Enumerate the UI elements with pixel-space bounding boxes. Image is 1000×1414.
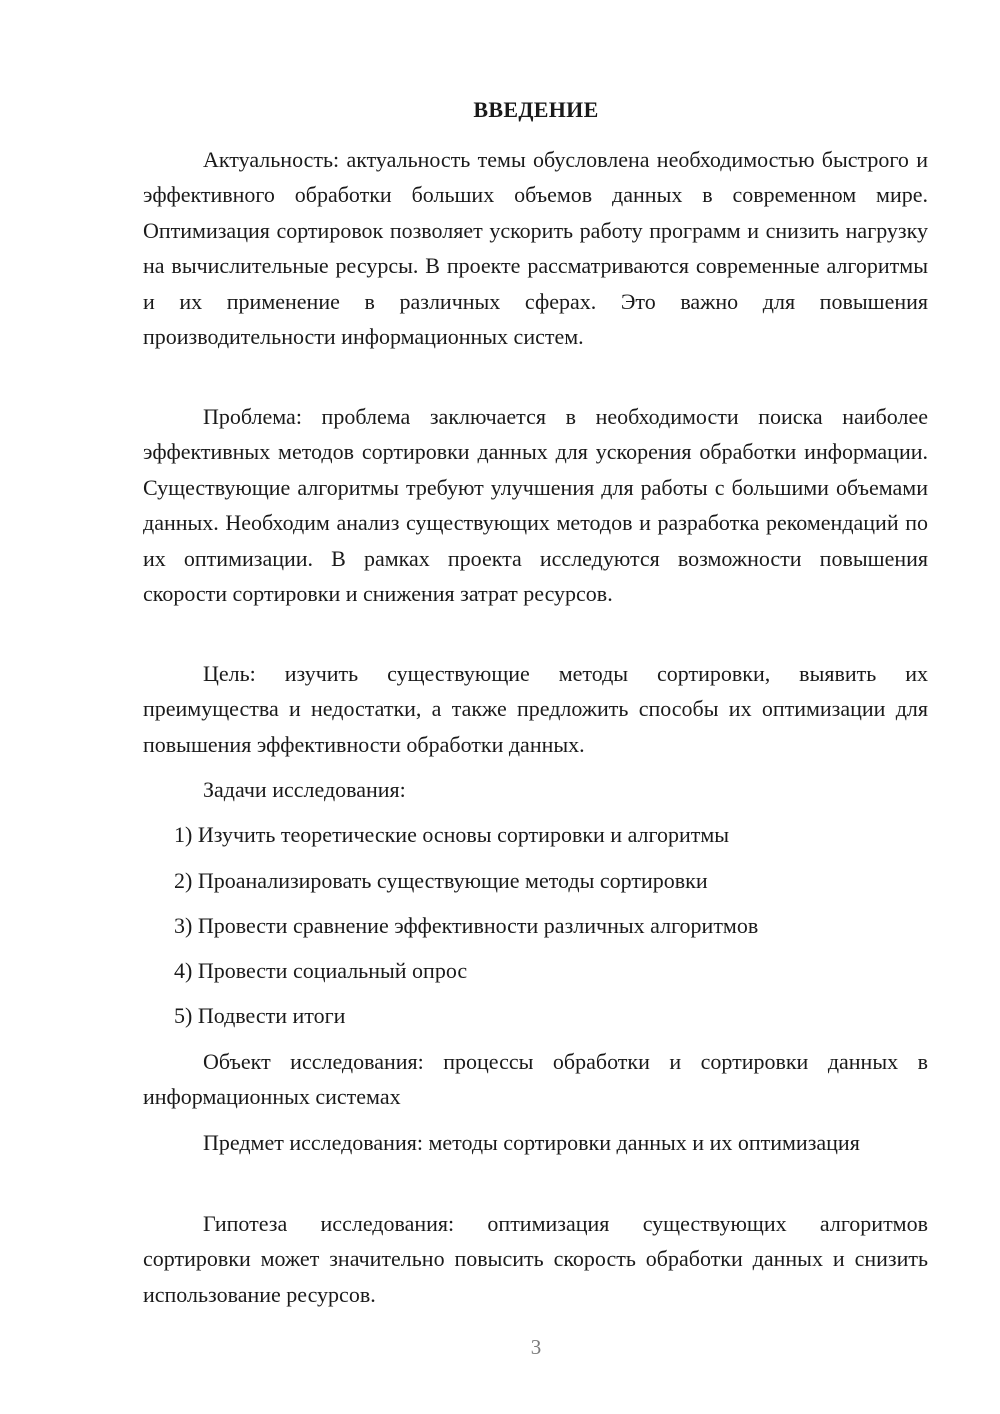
tasks-label: Задачи исследования: bbox=[203, 777, 406, 802]
paragraph-relevance: Актуальность: актуальность темы обусловлена необходимостью быстрого и эффективного обработки больших объемов данных в современном мире. Оптимизация сортировок позволяет ускорить работу программ и снизить нагрузку на вычислительные ресурсы. В проекте рассматриваются современные алгоритмы и их применение в различных сферах. Это важно для повышения производительности информационных систем. bbox=[143, 147, 928, 350]
paragraph-object: Объект исследования: процессы обработки и сортировки данных в информационных системах bbox=[143, 1049, 928, 1110]
paragraph-problem: Проблема: проблема заключается в необходимости поиска наиболее эффективных методов сортировки данных для ускорения обработки информации. Существующие алгоритмы требуют улучшения для работы с большими объемами данных. Необходим анализ существующих методов и разработка рекомендаций по их оптимизации. В рамках проекта исследуются возможности повышения скорости сортировки и снижения затрат ресурсов. bbox=[143, 404, 928, 607]
task-item: 3) Провести сравнение эффективности различных алгоритмов bbox=[174, 913, 759, 938]
section-title: ВВЕДЕНИЕ bbox=[473, 97, 599, 122]
paragraph-subject: Предмет исследования: методы сортировки данных и их оптимизация bbox=[203, 1130, 860, 1155]
task-item: 2) Проанализировать существующие методы сортировки bbox=[174, 868, 708, 893]
paragraph-hypothesis: Гипотеза исследования: оптимизация существующих алгоритмов сортировки может значительно повысить скорость обработки данных и снизить использование ресурсов. bbox=[143, 1211, 928, 1307]
task-item: 5) Подвести итоги bbox=[174, 1003, 346, 1028]
paragraph-goal: Цель: изучить существующие методы сортировки, выявить их преимущества и недостатки, а также предложить способы их оптимизации для повышения эффективности обработки данных. bbox=[143, 661, 928, 757]
page-number: 3 bbox=[530, 1335, 542, 1359]
task-item: 4) Провести социальный опрос bbox=[174, 958, 468, 983]
task-item: 1) Изучить теоретические основы сортировки и алгоритмы bbox=[174, 822, 730, 847]
